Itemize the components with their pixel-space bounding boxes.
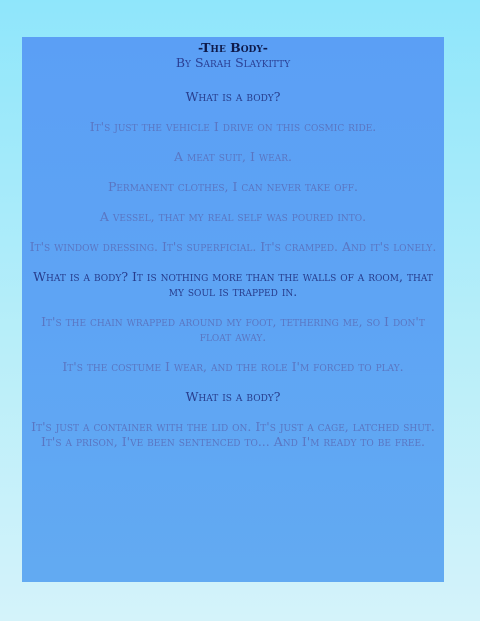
poem-author: By Sarah Slaykitty xyxy=(175,55,291,70)
poem-title: -The Body- xyxy=(198,40,268,55)
poem-line: It's window dressing. It's superficial. It's cramped. And it's lonely. xyxy=(29,239,437,254)
poem-panel xyxy=(22,37,444,582)
poem-line: A vessel, that my real self was poured into. xyxy=(99,209,367,224)
poem-line: It's the costume I wear, and the role I'm forced to play. xyxy=(62,359,404,374)
poem-line: What is a body? It is nothing more than the walls of a room, that my soul is trapped in. xyxy=(33,269,433,299)
poem xyxy=(22,40,444,464)
poem-line: Permanent clothes, I can never take off. xyxy=(107,179,359,194)
poem-line: It's just a container with the lid on. It's just a cage, latched shut. It's a prison, I've been sentenced to... And I'm ready to be free. xyxy=(31,419,435,449)
poem-line: It's just the vehicle I drive on this cosmic ride. xyxy=(89,119,377,134)
poem-line: What is a body? xyxy=(185,89,281,104)
poem-line: It's the chain wrapped around my foot, tethering me, so I don't float away. xyxy=(41,314,425,344)
poem-line: What is a body? xyxy=(185,389,281,404)
poem-line: A meat suit, I wear. xyxy=(173,149,292,164)
